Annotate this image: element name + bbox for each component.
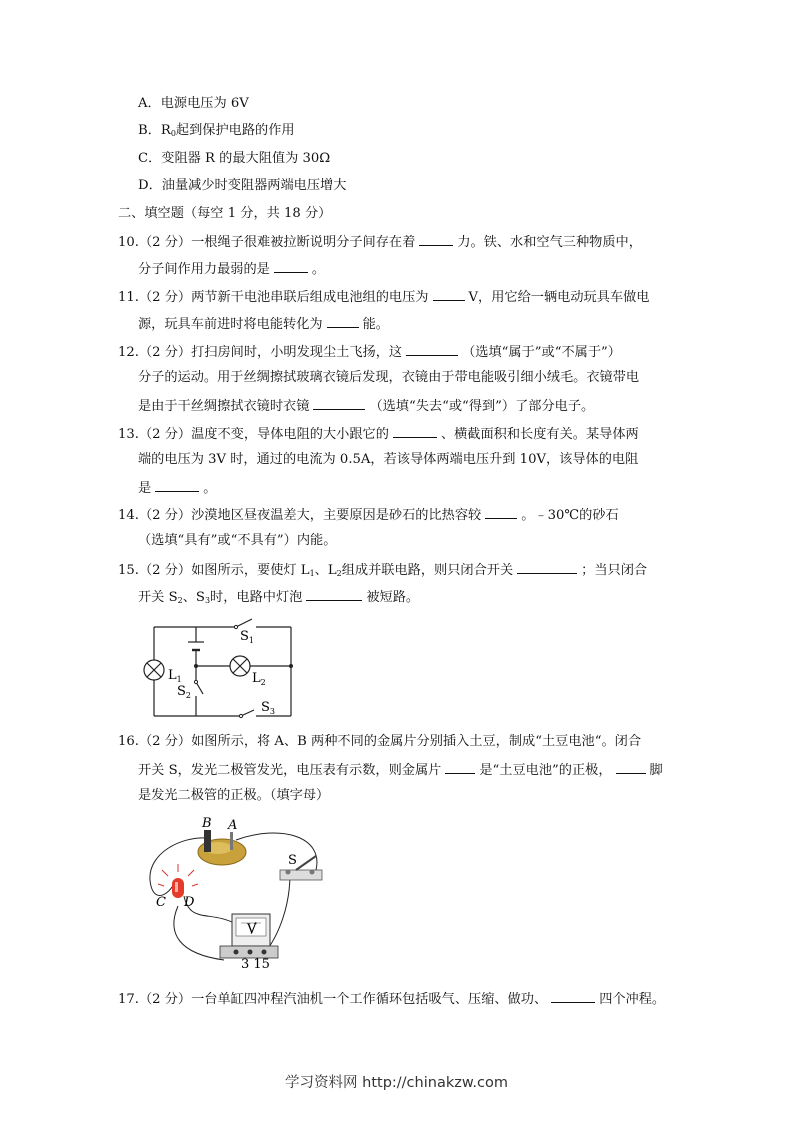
q13-line2: 端的电压为 3V 时，通过的电流为 0.5A，若该导体两端电压升到 10V，该导体的电阻 [138,452,639,467]
label-s2: $S_2$ [177,684,191,700]
label-l2: $L_2$ [252,671,266,687]
q12-line1: 12.（2 分）打扫房间时，小明发现尘土飞扬，这 （选填“属于”或“不属于”） [118,342,621,362]
q16-line3: 是发光二极管的正极。（填字母） [138,788,330,803]
answer-blank[interactable] [306,587,362,601]
answer-blank[interactable] [393,424,437,438]
answer-blank[interactable] [155,478,199,492]
q13-line1: 13.（2 分）温度不变，导体电阻的大小跟它的 、横截面积和长度有关。某导体两 [118,424,639,444]
switch-icon [280,856,322,880]
label-s1: $S_1$ [240,629,254,645]
circuit-diagram [136,616,306,726]
q11-line2: 源，玩具车前进时将电能转化为 能。 [138,314,389,334]
q14-line1: 14.（2 分）沙漠地区昼夜温差大，主要原因是砂石的比热容较 。﹣30℃的砂石 [118,505,619,525]
answer-blank[interactable] [313,396,365,410]
q16-line1: 16.（2 分）如图所示，将 A、B 两种不同的金属片分别插入土豆，制成“土豆电池“。闭合 [118,734,642,749]
footer-watermark: 学习资料网 http://chinakzw.com [285,1075,508,1091]
section-title: 二、填空题（每空 1 分，共 18 分） [118,206,332,221]
q17-line1: 17.（2 分）一台单缸四冲程汽油机一个工作循环包括吸气、压缩、做功、 四个冲程。 [118,989,665,1009]
q15-line2: 开关 $S_2$、$S_3$时，电路中灯泡 被短路。 [138,587,419,610]
q14-line2: （选填“具有”或“不具有”）内能。 [138,533,337,548]
option-d: D．油量减少时变阻器两端电压增大 [138,178,347,193]
q12-line3: 是由于干丝绸擦拭衣镜时衣镜 （选填“失去“或“得到”）了部分电子。 [138,396,594,416]
option-b: B．$R_0$起到保护电路的作用 [138,123,295,138]
answer-blank[interactable] [517,560,577,574]
answer-blank[interactable] [616,760,646,774]
q10-line1: 10.（2 分）一根绳子很难被拉断说明分子间存在着 力。铁、水和空气三种物质中， [118,232,642,252]
q11-line1: 11.（2 分）两节新干电池串联后组成电池组的电压为 V，用它给一辆电动玩具车做电 [118,287,649,307]
q13-line3: 是 。 [138,478,216,498]
led-icon [158,864,198,898]
option-a: A．电源电压为 6V [138,96,249,111]
q15-line1: 15.（2 分）如图所示，要使灯 $L_1$、$L_2$组成并联电路，则只闭合开关 ；当只闭合 [118,560,647,583]
label-s3: $S_3$ [261,700,275,716]
label-c: C [156,895,166,910]
label-s: S [288,853,297,868]
label-a: A [228,818,238,833]
answer-blank[interactable] [485,505,517,519]
answer-blank[interactable] [419,232,453,246]
label-d: D [184,895,195,910]
q12-line2: 分子的运动。用于丝绸擦拭玻璃衣镜后发现，衣镜由于带电能吸引细小绒毛。衣镜带电 [138,370,640,385]
potato-battery-figure [140,814,340,976]
answer-blank[interactable] [445,760,475,774]
q16-line2: 开关 S，发光二极管发光，电压表有示数，则金属片 是“土豆电池”的正极， 脚 [138,760,663,780]
answer-blank[interactable] [327,314,359,328]
answer-blank[interactable] [406,342,458,356]
label-terminals: 3 15 [241,957,270,972]
label-v: V [247,922,257,937]
answer-blank[interactable] [433,287,465,301]
label-b: B [202,816,212,831]
label-l1: $L_1$ [168,668,182,684]
q10-line2: 分子间作用力最弱的是 。 [138,259,325,279]
answer-blank[interactable] [274,259,308,273]
answer-blank[interactable] [551,989,595,1003]
option-c: C．变阻器 R 的最大阻值为 30Ω [138,151,331,166]
